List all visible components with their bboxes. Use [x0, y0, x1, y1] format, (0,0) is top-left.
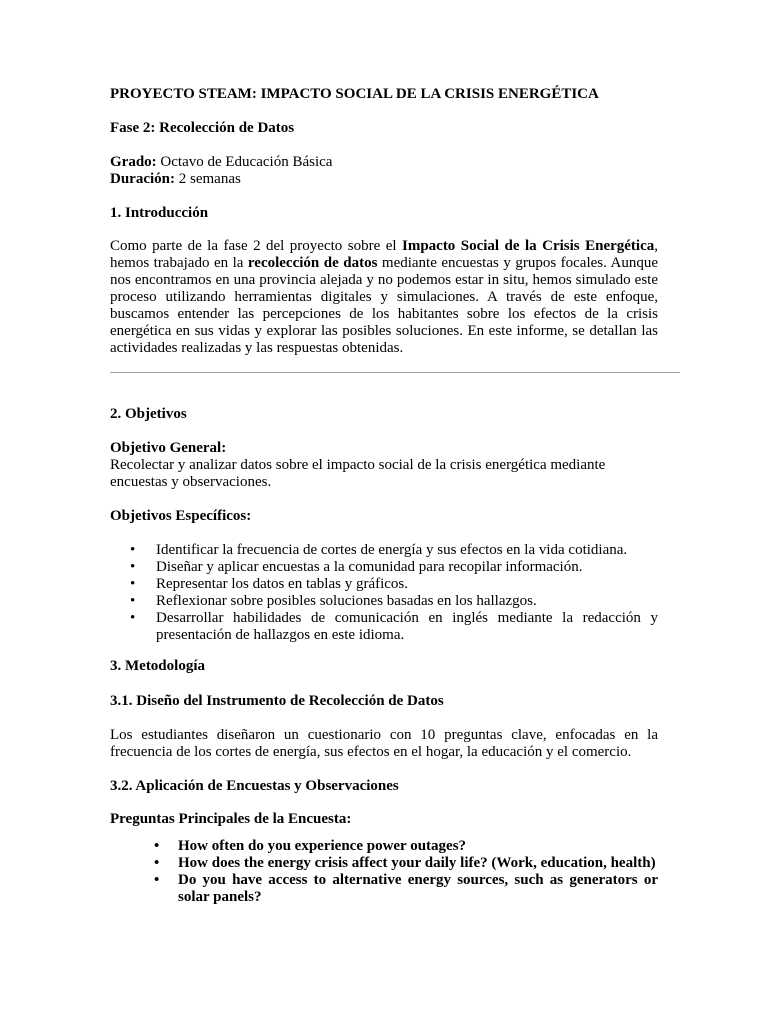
- bullet-icon: •: [130, 593, 136, 609]
- list-item: [110, 576, 658, 593]
- survey-questions-heading: Preguntas Principales de la Encuesta:: [110, 811, 352, 827]
- intro-text-2: , hemos trabajado en la: [110, 238, 658, 271]
- intro-heading: 1. Introducción: [110, 205, 209, 221]
- document-title: PROYECTO STEAM: IMPACTO SOCIAL DE LA CRISIS ENERGÉTICA: [110, 86, 599, 102]
- general-objective-text: Recolectar y analizar datos sobre el impacto social de la crisis energética mediante encuestas y observaciones.: [110, 457, 606, 490]
- intro-text-1: Como parte de la fase 2 del proyecto sobre el: [110, 238, 402, 254]
- intro-bold-project: Impacto Social de la Crisis Energética: [401, 238, 655, 254]
- list-item-text: How does the energy crisis affect your daily life? (Work, education, health): [178, 855, 656, 871]
- general-objective-heading: Objetivo General:: [110, 440, 227, 456]
- list-item: [110, 542, 658, 559]
- methodology-heading: 3. Metodología: [110, 658, 205, 674]
- methodology-sub1-text: Los estudiantes diseñaron un cuestionario con 10 preguntas clave, enfocadas en la frecuencia de los cortes de energía, sus efectos en el hogar, la educación y el comercio.: [110, 727, 658, 760]
- survey-questions-list: [110, 838, 658, 906]
- objectives-heading: 2. Objetivos: [110, 406, 187, 422]
- horizontal-divider: [110, 372, 680, 373]
- list-item-text: How often do you experience power outages?: [178, 838, 467, 854]
- list-item-text: Do you have access to alternative energy sources, such as generators or solar panels?: [178, 872, 658, 905]
- list-item-text: Identificar la frecuencia de cortes de energía y sus efectos en la vida cotidiana.: [156, 542, 628, 558]
- list-item: [110, 855, 658, 872]
- intro-bold-collection: recolección de datos: [247, 255, 378, 271]
- bullet-icon: •: [130, 559, 136, 575]
- list-item: [110, 610, 658, 644]
- specific-objectives-list: [110, 542, 658, 644]
- duration-label: Duración:: [110, 171, 175, 187]
- intro-text-3: mediante encuestas y grupos focales. Aunque nos encontramos en una provincia alejada y no podemos estar in situ, hemos simulado este proceso utilizando herramientas digitales y simulaciones. A través de este enfoque, buscamos entender las percepciones de los habitantes sobre los efectos de la crisis energética en sus vidas y explorar las posibles soluciones. En este informe, se detallan las actividades realizadas y las respuestas obtenidas.: [110, 255, 659, 356]
- grade-label: Grado:: [110, 154, 157, 170]
- bullet-icon: •: [130, 542, 136, 558]
- list-item-text: Reflexionar sobre posibles soluciones basadas en los hallazgos.: [156, 593, 537, 609]
- grade-line: [110, 154, 658, 171]
- methodology-sub1-heading: 3.1. Diseño del Instrumento de Recolección de Datos: [110, 693, 444, 709]
- duration-value: 2 semanas: [175, 171, 241, 187]
- methodology-sub2-heading: 3.2. Aplicación de Encuestas y Observaciones: [110, 778, 399, 794]
- list-item-text: Diseñar y aplicar encuestas a la comunidad para recopilar información.: [156, 559, 583, 575]
- bullet-icon: •: [154, 838, 160, 854]
- intro-paragraph: [110, 238, 658, 357]
- list-item: [110, 559, 658, 576]
- bullet-icon: •: [154, 855, 160, 871]
- list-item: [110, 838, 658, 855]
- list-item-text: Desarrollar habilidades de comunicación en inglés mediante la redacción y presentación de hallazgos en este idioma.: [156, 610, 658, 643]
- grade-value: Octavo de Educación Básica: [156, 154, 333, 170]
- list-item: [110, 872, 658, 906]
- phase-heading: Fase 2: Recolección de Datos: [110, 120, 295, 136]
- specific-objectives-heading: Objetivos Específicos:: [110, 508, 252, 524]
- list-item-text: Representar los datos en tablas y gráficos.: [156, 576, 409, 592]
- bullet-icon: •: [154, 872, 160, 888]
- bullet-icon: •: [130, 610, 136, 626]
- bullet-icon: •: [130, 576, 136, 592]
- list-item: [110, 593, 658, 610]
- duration-line: [110, 171, 658, 188]
